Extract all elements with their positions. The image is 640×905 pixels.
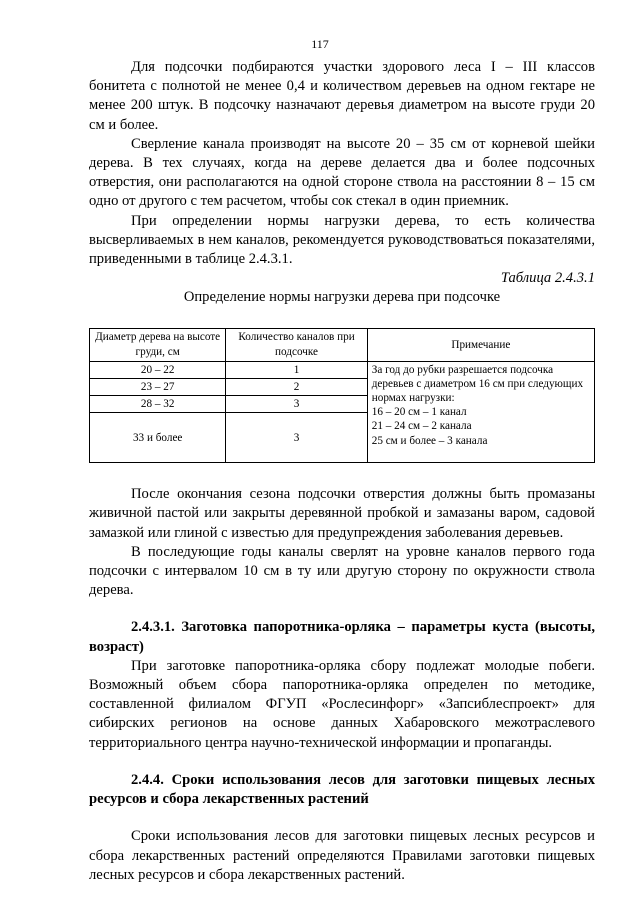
header-note: Примечание [367, 328, 594, 361]
page-content [89, 58, 595, 885]
cell-diameter: 23 – 27 [90, 378, 226, 395]
paragraph-fern: При заготовке папоротника-орляка сбору подлежат молодые побеги. Возможный объем сбора папоротника-орляка определен по методике, составленной филиалом ФГУП «Рослесинфорг» «Запсиблеспроект» для сибирских регионов на основе данных Хабаровского межотраслевого территориального центра научно-технической информации и пропаганды. [89, 657, 595, 751]
table-caption: Таблица 2.4.3.1 [500, 270, 595, 287]
cell-diameter: 33 и более [90, 413, 226, 463]
cell-channels: 3 [226, 413, 367, 463]
cell-channels: 1 [226, 361, 367, 378]
paragraph-next-years: В последующие годы каналы сверлят на уровне каналов первого года подсочки с интервалом 10 см в ту или другую сторону по окружности ствола дерева. [89, 543, 595, 599]
note-norm-1: 16 – 20 см – 1 канал [371, 406, 467, 419]
paragraph-drilling: Сверление канала производят на высоте 20 – 35 см от корневой шейки дерева. В тех случаях, когда на дереве делается два и более подсочных отверстия, они располагаются на одной стороне ствола на расстоянии 8 – 15 см одно от другого с тем расчетом, чтобы сок стекал в один приемник. [89, 135, 595, 210]
spacer [89, 809, 595, 827]
header-diameter: Диаметр дерева на высоте груди, см [90, 328, 226, 361]
table-row [90, 361, 595, 378]
note-norm-2: 21 – 24 см – 2 канала [371, 420, 472, 433]
paragraph-after-season: После окончания сезона подсочки отверстия должны быть промазаны живичной пастой или закрыты деревянной пробкой и замазаны варом, садовой замазкой или глиной с известью для предупреждения заболевания деревьев. [89, 486, 595, 541]
table-header-row [90, 328, 595, 361]
cell-channels: 2 [226, 378, 367, 395]
paragraph-selection-criteria: Для подсочки подбираются участки здорового леса I – III классов бонитета с полнотой не менее 0,4 и количеством деревьев на одном гектаре не менее 200 штук. В подсочку назначают деревья диаметром на высоте груди 20 см и более. [89, 59, 595, 133]
section-heading-2431: 2.4.3.1. Заготовка папоротника-орляка – параметры куста (высоты, возраст) [89, 619, 595, 655]
spacer [89, 600, 595, 618]
page-number: 117 [311, 37, 329, 51]
load-norm-table [89, 328, 595, 464]
cell-diameter: 28 – 32 [90, 396, 226, 413]
section-heading-244: 2.4.4. Сроки использования лесов для заготовки пищевых лесных ресурсов и сбора лекарственных растений [89, 771, 595, 808]
cell-note [367, 361, 594, 463]
spacer [89, 753, 595, 771]
cell-channels: 3 [226, 396, 367, 413]
note-norm-3: 25 см и более – 3 канала [371, 434, 488, 447]
table-title: Определение нормы нагрузки дерева при подсочке [183, 289, 501, 306]
header-channels: Количество каналов при подсочке [226, 328, 367, 361]
note-text: За год до рубки разрешается подсочка деревьев с диаметром 16 см при следующих нормах нагрузки: [371, 363, 584, 405]
cell-diameter: 20 – 22 [90, 361, 226, 378]
paragraph-load-norm: При определении нормы нагрузки дерева, то есть количества высверливаемых в нем каналов, рекомендуется руководствоваться показателями, приведенными в таблице 2.4.3.1. [89, 212, 595, 268]
paragraph-terms: Сроки использования лесов для заготовки пищевых лесных ресурсов и сбора лекарственных растений определяются Правилами заготовки пищевых лесных ресурсов и сбора лекарственных растений. [89, 828, 595, 883]
